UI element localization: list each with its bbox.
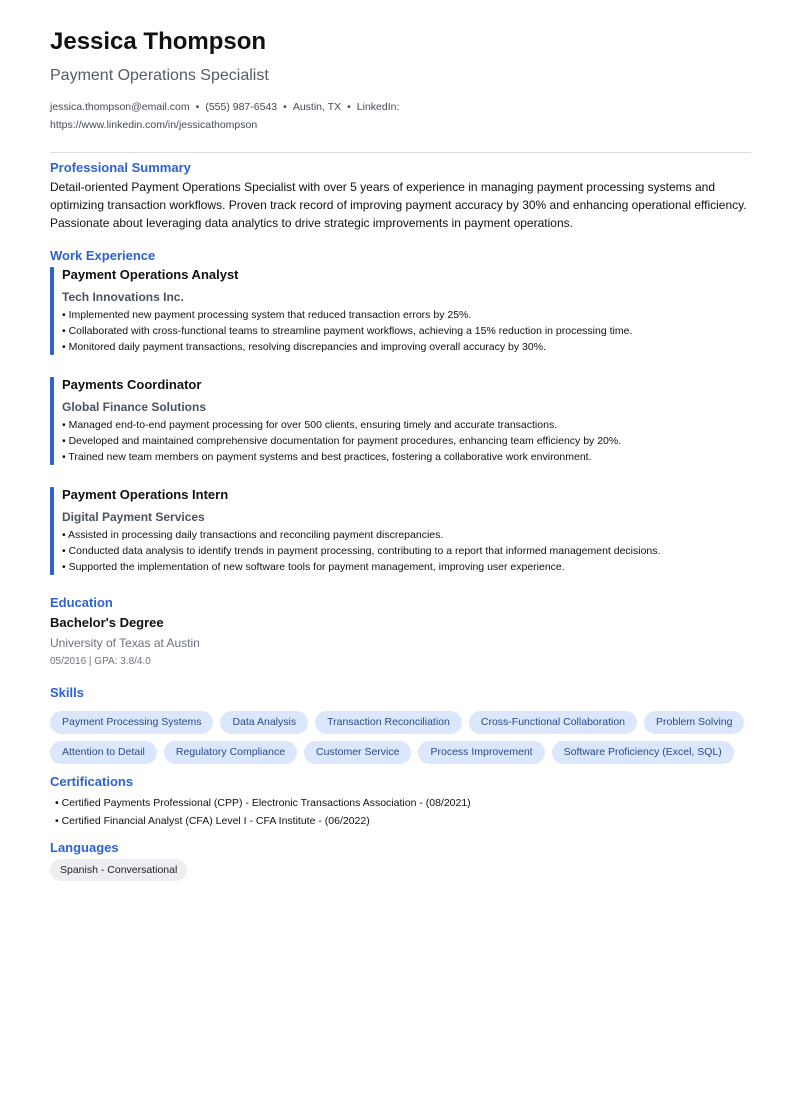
job-title: Payment Operations Intern xyxy=(62,487,229,502)
job-bullet: • Managed end-to-end payment processing for over 500 clients, ensuring timely and accurate transactions. xyxy=(62,419,558,431)
job-title: Payment Operations Analyst xyxy=(62,267,239,282)
job-company: Global Finance Solutions xyxy=(62,400,207,414)
certifications-heading: Certifications xyxy=(50,774,134,789)
job-bullet: • Monitored daily payment transactions, resolving discrepancies and improving overall accuracy by 30%. xyxy=(62,341,546,353)
languages-section xyxy=(50,840,751,881)
skill-chip: Regulatory Compliance xyxy=(164,741,297,764)
education-section xyxy=(50,595,751,669)
education-school: University of Texas at Austin xyxy=(50,636,200,650)
skills-heading: Skills xyxy=(50,685,84,700)
job-entry xyxy=(50,267,751,355)
job-company: Tech Innovations Inc. xyxy=(62,290,184,304)
summary-text: Detail-oriented Payment Operations Specialist with over 5 years of experience in managing payment processing systems and optimizing transaction workflows. Proven track record of improving payment accuracy by 30% and enhancing operational efficiency. Passionate about leveraging data analytics to drive strategic improvements in payment operations. xyxy=(50,180,747,230)
skill-chip: Cross-Functional Collaboration xyxy=(469,711,637,734)
skill-chip: Software Proficiency (Excel, SQL) xyxy=(552,741,734,764)
job-bullets xyxy=(62,527,751,575)
contact-linkedin-label: LinkedIn: xyxy=(356,101,400,113)
contact-linkedin-url[interactable]: https://www.linkedin.com/in/jessicathompson xyxy=(50,119,258,131)
job-bullet: • Conducted data analysis to identify trends in payment processing, contributing to a report that informed management decisions. xyxy=(62,545,661,557)
skill-chip: Attention to Detail xyxy=(50,741,157,764)
contact-separator: • xyxy=(347,101,351,113)
contact-email[interactable]: jessica.thompson@email.com xyxy=(50,101,190,113)
language-chip: Spanish - Conversational xyxy=(50,859,187,881)
summary-heading: Professional Summary xyxy=(50,160,191,175)
job-bullet: • Assisted in processing daily transactions and reconciling payment discrepancies. xyxy=(62,529,444,541)
job-entry xyxy=(50,487,751,575)
certification-item: • Certified Financial Analyst (CFA) Level I - CFA Institute - (06/2022) xyxy=(55,815,370,827)
job-title: Payments Coordinator xyxy=(62,377,202,392)
job-entry xyxy=(50,377,751,465)
certifications-list xyxy=(50,794,751,830)
job-bullet: • Implemented new payment processing system that reduced transaction errors by 25%. xyxy=(62,309,472,321)
experience-section xyxy=(50,248,751,575)
job-bullet: • Collaborated with cross-functional teams to streamline payment workflows, achieving a 15% reduction in processing time. xyxy=(62,325,633,337)
header-divider xyxy=(50,152,751,153)
education-meta: 05/2016 | GPA: 3.8/4.0 xyxy=(50,656,151,667)
skill-chip: Problem Solving xyxy=(644,711,744,734)
contact-info xyxy=(50,98,410,134)
skill-chip: Transaction Reconciliation xyxy=(315,711,462,734)
education-heading: Education xyxy=(50,595,113,610)
skill-chip: Data Analysis xyxy=(220,711,308,734)
contact-location: Austin, TX xyxy=(292,101,342,113)
resume-page xyxy=(50,26,751,881)
certification-item: • Certified Payments Professional (CPP) - Electronic Transactions Association - (08/2021) xyxy=(55,797,471,809)
experience-heading: Work Experience xyxy=(50,248,156,263)
resume-header xyxy=(50,26,751,134)
skill-chip: Process Improvement xyxy=(418,741,544,764)
languages-heading: Languages xyxy=(50,840,119,855)
candidate-name: Jessica Thompson xyxy=(50,28,267,55)
job-bullets xyxy=(62,307,751,355)
skill-chip: Customer Service xyxy=(304,741,411,764)
summary-section xyxy=(50,160,751,232)
job-bullet: • Trained new team members on payment systems and best practices, fostering a collaborative work environment. xyxy=(62,451,592,463)
job-company: Digital Payment Services xyxy=(62,510,205,524)
job-bullet: • Developed and maintained comprehensive documentation for payment procedures, enhancing team efficiency by 20%. xyxy=(62,435,622,447)
skills-list xyxy=(50,711,760,764)
education-degree: Bachelor's Degree xyxy=(50,615,164,630)
contact-phone: (555) 987-6543 xyxy=(205,101,278,113)
contact-separator: • xyxy=(283,101,287,113)
certifications-section xyxy=(50,774,751,830)
contact-separator: • xyxy=(195,101,200,113)
candidate-title: Payment Operations Specialist xyxy=(50,67,269,84)
job-bullet: • Supported the implementation of new software tools for payment management, improving user experience. xyxy=(62,561,565,573)
skill-chip: Payment Processing Systems xyxy=(50,711,213,734)
job-bullets xyxy=(62,417,751,465)
skills-section xyxy=(50,685,751,764)
